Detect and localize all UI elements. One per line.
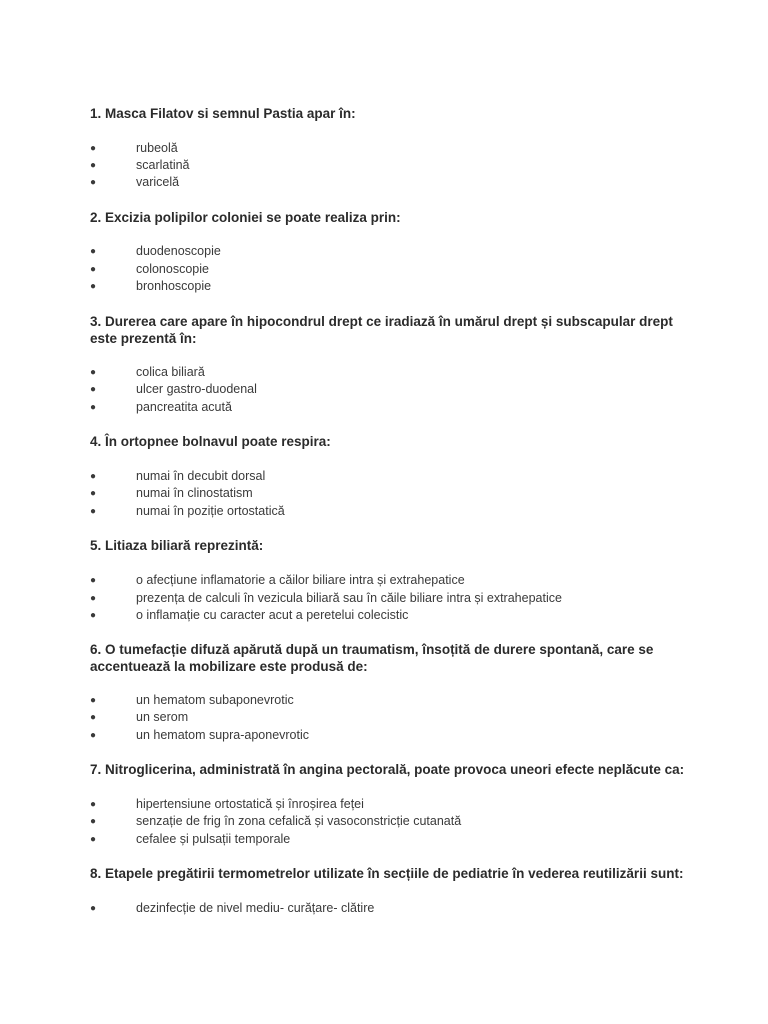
option-text: prezența de calculi în vezicula biliară sau în căile biliare intra și extrahepatice xyxy=(136,591,562,605)
bullet-icon: ● xyxy=(90,264,97,275)
bullet-icon: ● xyxy=(90,799,97,810)
option-text: numai în decubit dorsal xyxy=(136,469,266,483)
bullet-icon: ● xyxy=(90,402,97,413)
bullet-icon: ● xyxy=(90,384,97,395)
option-text: bronhoscopie xyxy=(136,279,212,293)
bullet-icon: ● xyxy=(90,593,97,604)
option-text: o afecțiune inflamatorie a căilor biliare intra și extrahepatice xyxy=(136,573,465,587)
bullet-icon: ● xyxy=(90,471,97,482)
bullet-icon: ● xyxy=(90,730,97,741)
option-text: o inflamație cu caracter acut a peretelui colecistic xyxy=(136,608,409,622)
option-text: varicelă xyxy=(136,175,180,189)
question-title: 1. Masca Filatov si semnul Pastia apar în: xyxy=(90,106,356,121)
bullet-icon: ● xyxy=(90,143,97,154)
bullet-icon: ● xyxy=(90,160,97,171)
option-text: hipertensiune ortostatică și înroșirea feței xyxy=(136,797,364,811)
bullet-icon: ● xyxy=(90,367,97,378)
question-title: 8. Etapele pregătirii termometrelor utilizate în secțiile de pediatrie în vederea reutilizării sunt: xyxy=(90,866,684,881)
option-text: numai în poziție ortostatică xyxy=(136,504,285,518)
bullet-icon: ● xyxy=(90,506,97,517)
option-text: colonoscopie xyxy=(136,262,209,276)
option-text: ulcer gastro-duodenal xyxy=(136,382,257,396)
bullet-icon: ● xyxy=(90,488,97,499)
option-text: scarlatină xyxy=(136,158,190,172)
bullet-icon: ● xyxy=(90,903,97,914)
question-title: 5. Litiaza biliară reprezintă: xyxy=(90,538,264,553)
question-title: 6. O tumefacție difuză apărută după un traumatism, însoțită de durere spontană, care se accentuează la mobilizare este produsă de: xyxy=(90,642,654,674)
option-text: dezinfecție de nivel mediu- curățare- clătire xyxy=(136,901,375,915)
bullet-icon: ● xyxy=(90,834,97,845)
bullet-icon: ● xyxy=(90,816,97,827)
option-text: duodenoscopie xyxy=(136,244,221,258)
bullet-icon: ● xyxy=(90,281,97,292)
option-text: un hematom supra-aponevrotic xyxy=(136,728,310,742)
bullet-icon: ● xyxy=(90,610,97,621)
question-title: 7. Nitroglicerina, administrată în angina pectorală, poate provoca uneori efecte neplăcute ca: xyxy=(90,762,685,777)
option-text: numai în clinostatism xyxy=(136,486,253,500)
option-text: un serom xyxy=(136,710,189,724)
question-title: 2. Excizia polipilor coloniei se poate realiza prin: xyxy=(90,210,401,225)
bullet-icon: ● xyxy=(90,177,97,188)
bullet-icon: ● xyxy=(90,712,97,723)
option-text: senzație de frig în zona cefalică și vasoconstricție cutanată xyxy=(136,814,462,828)
bullet-icon: ● xyxy=(90,575,97,586)
option-text: pancreatita acută xyxy=(136,400,232,414)
option-text: cefalee și pulsații temporale xyxy=(136,832,291,846)
option-text: colica biliară xyxy=(136,365,205,379)
option-text: rubeolă xyxy=(136,141,178,155)
question-title: 4. În ortopnee bolnavul poate respira: xyxy=(90,434,331,449)
option-text: un hematom subaponevrotic xyxy=(136,693,294,707)
bullet-icon: ● xyxy=(90,246,97,257)
question-title: 3. Durerea care apare în hipocondrul drept ce iradiază în umărul drept și subscapular drept este prezentă în: xyxy=(90,314,673,346)
bullet-icon: ● xyxy=(90,695,97,706)
